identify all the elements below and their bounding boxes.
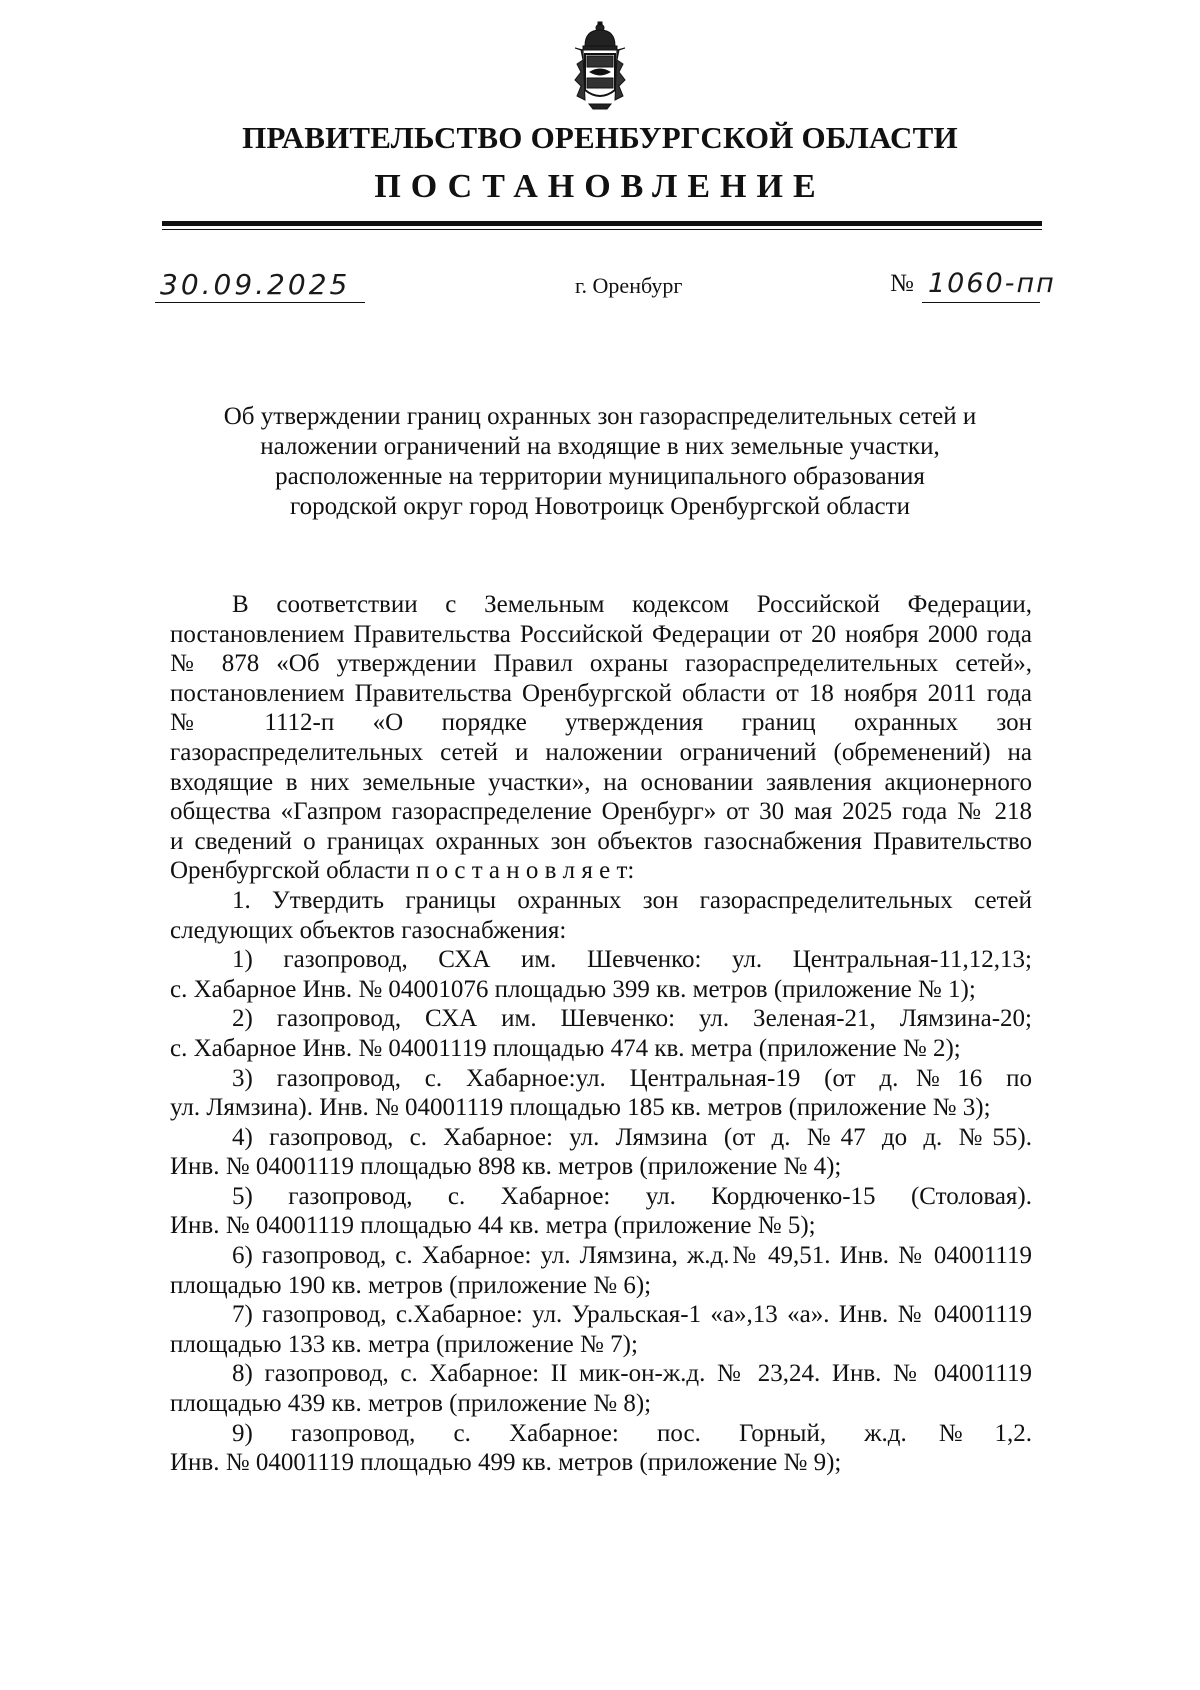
list-item-line: Инв. № 04001119 площадью 499 кв. метров (приложение № 9); — [170, 1449, 842, 1477]
body-line: № 1112-п «О порядке утверждения границ охранных зон — [170, 709, 1032, 737]
list-item-line: 6) газопровод, с. Хабарное: ул. Лямзина, ж.д.№ 49,51. Инв. № 04001119 — [232, 1242, 1032, 1270]
body-line: газораспределительных сетей и наложении ограничений (обременений) на — [170, 738, 1032, 766]
list-item-line: 9) газопровод, с. Хабарное: пос. Горный, ж.д.№1,2. — [232, 1419, 1032, 1447]
body-line: 1. Утвердить границы охранных зон газораспределительных сетей — [232, 886, 1032, 914]
document-number: 1060-пп — [928, 268, 1056, 299]
number-underline — [922, 302, 1040, 303]
list-item-line: 8) газопровод, с. Хабарное: II мик-он-ж.д. № 23,24. Инв. № 04001119 — [232, 1360, 1032, 1388]
body-line: № 878 «Об утверждении Правил охраны газораспределительных сетей», — [170, 650, 1032, 678]
list-item-line: Инв. № 04001119 площадью 898 кв. метров (приложение № 4); — [170, 1153, 842, 1181]
list-item-line: ул. Лямзина). Инв. № 04001119 площадью 185 кв. метров (приложение № 3); — [170, 1094, 991, 1122]
body-line: постановлением Правительства Российской Федерации от 20 ноября 2000 года — [170, 620, 1032, 648]
body-line: входящие в них земельные участки», на основании заявления акционерного — [170, 768, 1032, 796]
number-label: № — [890, 270, 914, 297]
body-line: В соответствии с Земельным кодексом Российской Федерации, — [232, 591, 1032, 618]
coat-of-arms-emblem — [571, 20, 629, 110]
list-item-line: с. Хабарное Инв. № 04001119 площадью 474 кв. метра (приложение № 2); — [170, 1034, 961, 1062]
header-rule-thin — [162, 229, 1042, 230]
list-item-line: площадью 190 кв. метров (приложение № 6); — [170, 1271, 652, 1299]
header-rule-thick — [162, 221, 1042, 226]
body-line: следующих объектов газоснабжения: — [170, 916, 567, 944]
list-item-line: с. Хабарное Инв. № 04001076 площадью 399 кв. метров (приложение № 1); — [170, 975, 976, 1003]
list-item-line: 3) газопровод, с. Хабарное:ул. Центральная-19 (от д.№16 по — [232, 1064, 1032, 1092]
document-body — [170, 590, 1032, 1478]
list-item-line: площадью 133 кв. метра (приложение № 7); — [170, 1330, 638, 1358]
heading-line: расположенные на территории муниципального образования — [275, 463, 925, 490]
list-item-line: 7) газопровод, с.Хабарное: ул. Уральская-1 «а»,13 «а». Инв. № 04001119 — [232, 1301, 1032, 1329]
list-item-line: 2) газопровод, СХА им. Шевченко: ул. Зеленая-21, Лямзина-20; — [232, 1005, 1032, 1033]
document-type: ПОСТАНОВЛЕНИЕ — [374, 168, 826, 205]
heading-line: Об утверждении границ охранных зон газораспределительных сетей и — [223, 403, 977, 430]
list-item-line: 1) газопровод, СХА им. Шевченко: ул. Центральная-11,12,13; — [232, 946, 1032, 974]
heading-line: городской округ город Новотроицк Оренбургской области — [290, 493, 910, 520]
document-city: г. Оренбург — [575, 273, 683, 298]
government-title: ПРАВИТЕЛЬСТВО ОРЕНБУРГСКОЙ ОБЛАСТИ — [242, 120, 958, 155]
body-line: постановлением Правительства Оренбургской области от 18 ноября 2011 года — [170, 679, 1032, 707]
list-item-line: площадью 439 кв. метров (приложение № 8); — [170, 1390, 652, 1418]
document-date: 30.09.2025 — [160, 268, 351, 301]
body-line: общества «Газпром газораспределение Оренбург» от 30 мая 2025 года № 218 — [170, 798, 1032, 826]
list-item-line: 4) газопровод, с. Хабарное: ул. Лямзина (от д. №47 до д. №55). — [232, 1123, 1032, 1151]
document-heading — [160, 402, 1040, 522]
list-item-line: Инв. № 04001119 площадью 44 кв. метра (приложение № 5); — [170, 1212, 816, 1240]
heading-line: наложении ограничений на входящие в них земельные участки, — [260, 433, 940, 460]
list-item-line: 5) газопровод, с. Хабарное: ул. Кордюченко-15 (Столовая). — [232, 1182, 1032, 1210]
date-underline — [155, 302, 365, 303]
body-line: Оренбургской области п о с т а н о в л я е т: — [170, 857, 635, 885]
body-line: и сведений о границах охранных зон объектов газоснабжения Правительство — [170, 827, 1032, 855]
